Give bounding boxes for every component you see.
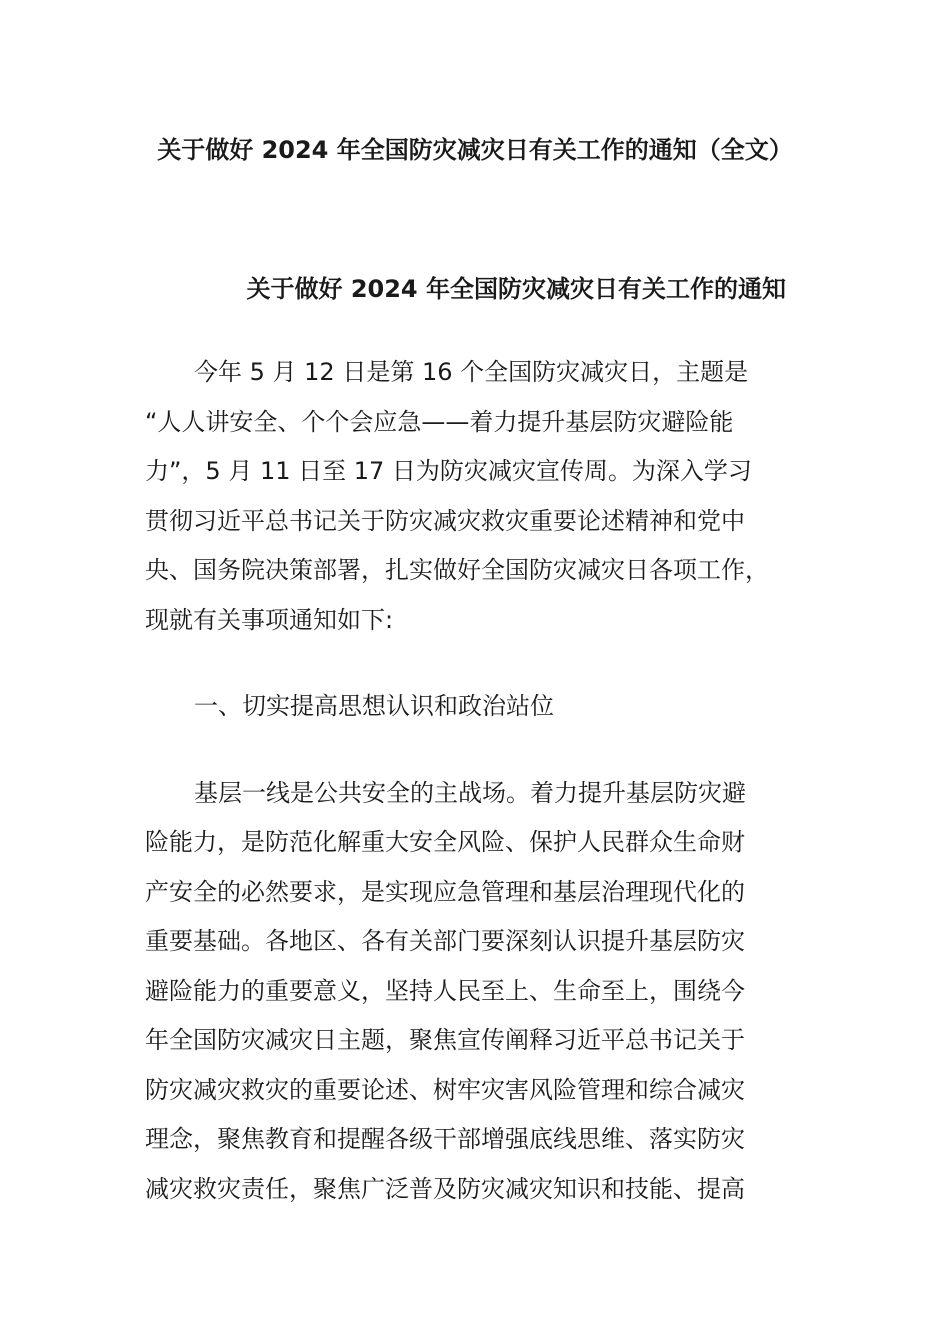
paragraph-line: 防灾减灾救灾的重要论述、树牢灾害风险管理和综合减灾: [145, 1076, 745, 1104]
paragraph-line: 理念，聚焦教育和提醒各级干部增强底线思维、落实防灾: [145, 1125, 745, 1153]
paragraph-line: 力”，5 月 11 日至 17 日为防灾减灾宣传周。为深入学习: [145, 457, 752, 485]
paragraph-line: 避险能力的重要意义，坚持人民至上、生命至上，围绕今: [145, 977, 745, 1005]
paragraph-line: 贯彻习近平总书记关于防灾减灾救灾重要论述精神和党中: [145, 507, 745, 535]
paragraph-line: 重要基础。各地区、各有关部门要深刻认识提升基层防灾: [145, 927, 745, 955]
paragraph-line: 险能力，是防范化解重大安全风险、保护人民群众生命财: [145, 828, 745, 856]
paragraph-line: 现就有关事项通知如下:: [145, 606, 394, 634]
section-heading: 一、切实提高思想认识和政治站位: [194, 692, 554, 720]
notice-subtitle: 关于做好 2024 年全国防灾减灾日有关工作的通知: [246, 275, 786, 303]
paragraph-line: 央、国务院决策部署，扎实做好全国防灾减灾日各项工作，: [145, 556, 769, 584]
paragraph-line: “人人讲安全、个个会应急——着力提升基层防灾避险能: [145, 408, 734, 436]
paragraph-line: 基层一线是公共安全的主战场。着力提升基层防灾避: [194, 779, 746, 807]
paragraph-line: 减灾救灾责任，聚焦广泛普及防灾减灾知识和技能、提高: [145, 1175, 745, 1203]
paragraph-line: 产安全的必然要求，是实现应急管理和基层治理现代化的: [145, 878, 745, 906]
document-title: 关于做好 2024 年全国防灾减灾日有关工作的通知（全文）: [157, 136, 793, 164]
paragraph-line: 年全国防灾减灾日主题，聚焦宣传阐释习近平总书记关于: [145, 1026, 745, 1054]
paragraph-line: 今年 5 月 12 日是第 16 个全国防灾减灾日，主题是: [194, 358, 749, 386]
